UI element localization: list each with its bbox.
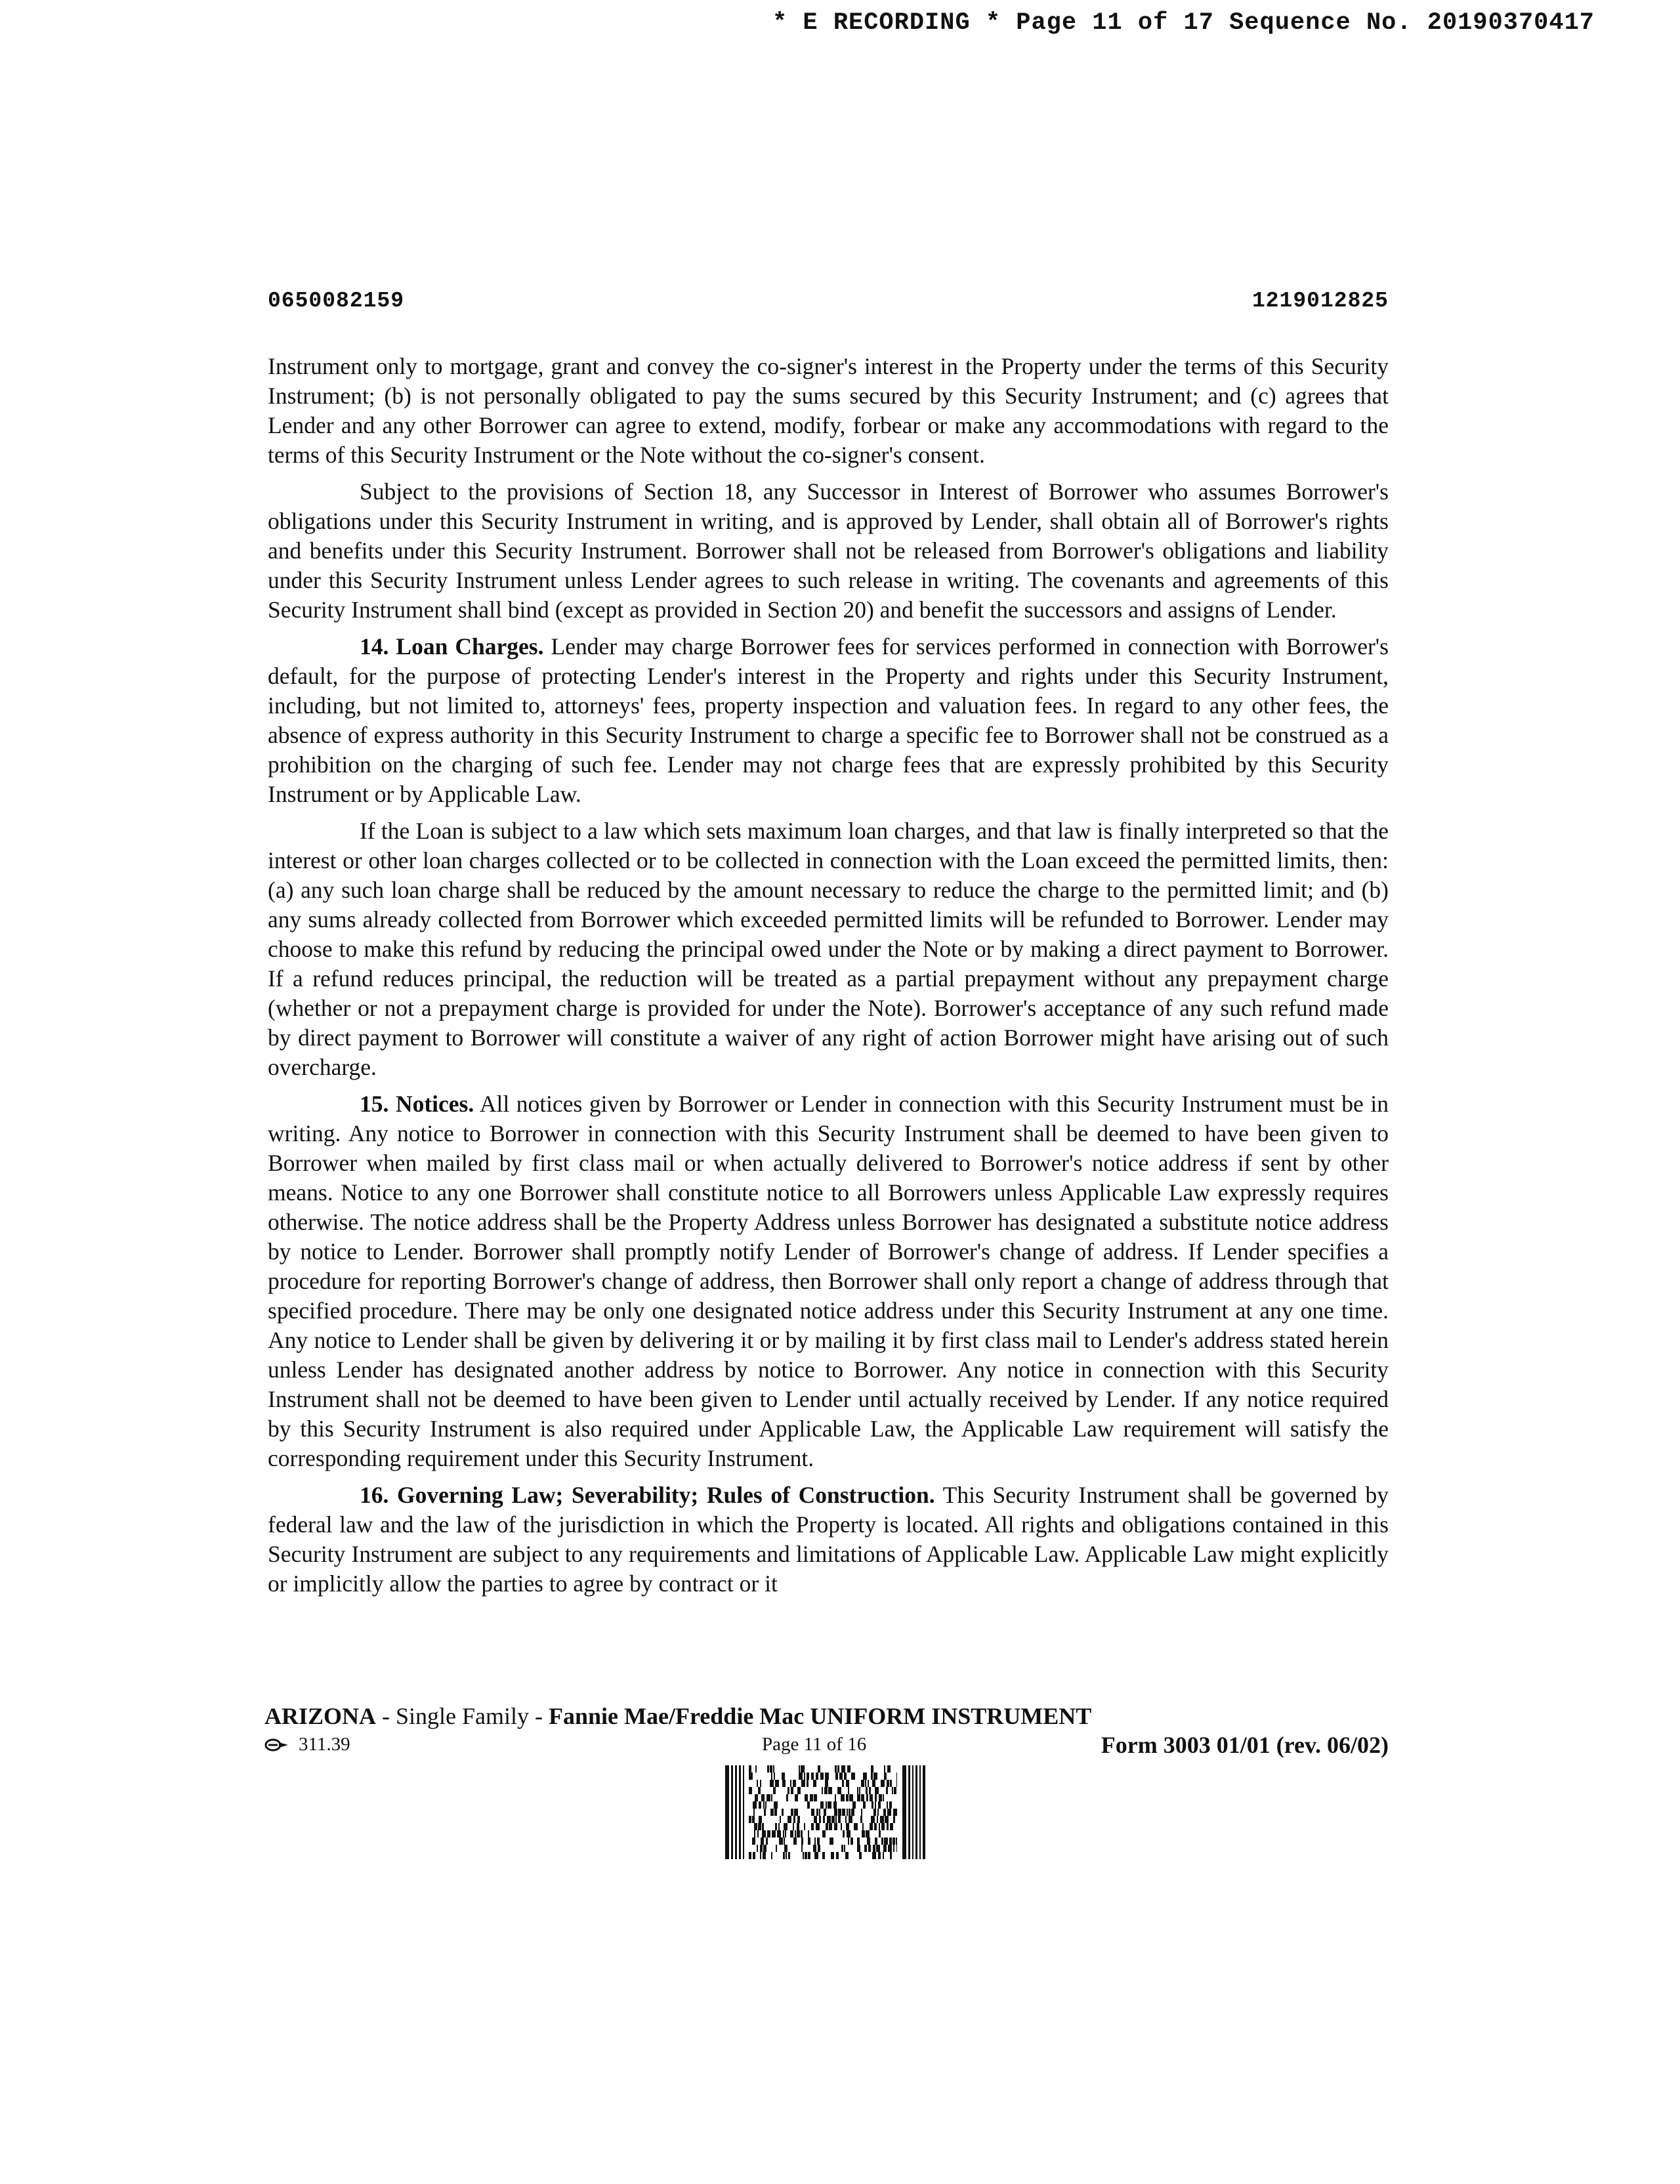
footer-form-code-text: 311.39 <box>299 1734 350 1755</box>
footer-form-code <box>264 1734 350 1755</box>
footer-page-number: Page 11 of 16 <box>762 1734 867 1755</box>
section-14-text: Lender may charge Borrower fees for services performed in connection with Borrower's default, for the purpose of protecting Lender's interest in the Property and rights under this Security Instrument, including, but not limited to, attorneys' fees, property inspection and valuation fees. In regard to any other fees, the absence of express authority in this Security Instrument to charge a specific fee to Borrower shall not be construed as a prohibition on the charging of such fee. Lender may not charge fees that are expressly prohibited by this Security Instrument or by Applicable Law. <box>268 633 1389 807</box>
section-16-governing-law <box>268 1480 1389 1599</box>
document-body <box>268 352 1389 1606</box>
footer-instrument-line <box>264 1702 1389 1730</box>
paragraph-max-loan-charges: If the Loan is subject to a law which sets maximum loan charges, and that law is finally interpreted so that the interest or other loan charges collected or to be collected in connection with the Loan exceed the permitted limits, then: (a) any such loan charge shall be reduced by the amount necessary to reduce the charge to the permitted limit; and (b) any sums already collected from Borrower which exceeded permitted limits will be refunded to Borrower. Lender may choose to make this refund by reducing the principal owed under the Note or by making a direct payment to Borrower. If a refund reduces principal, the reduction will be treated as a partial prepayment without any prepayment charge (whether or not a prepayment charge is provided for under the Note). Borrower's acceptance of any such refund made by direct payment to Borrower will constitute a waiver of any right of action Borrower might have arising out of such overcharge. <box>268 818 1389 1080</box>
form-vendor-logo-icon <box>264 1738 289 1752</box>
section-16-heading: 16. Governing Law; Severability; Rules of Construction. <box>360 1482 935 1508</box>
paragraph-cosigner: Instrument only to mortgage, grant and convey the co-signer's interest in the Property under the terms of this Security Instrument; (b) is not personally obligated to pay the sums secured by this Security Instrument; and (c) agrees that Lender and any other Borrower can agree to extend, modify, forbear or make any accommodations with regard to the terms of this Security Instrument or the Note without the co-signer's consent. <box>268 353 1389 468</box>
section-14-heading: 14. Loan Charges. <box>360 633 544 660</box>
recording-header: * E RECORDING * Page 11 of 17 Sequence No. 20190370417 <box>772 9 1595 37</box>
footer-form-number: Form 3003 01/01 (rev. 06/02) <box>1101 1732 1389 1758</box>
form-footer <box>264 1702 1389 1760</box>
section-15-text: All notices given by Borrower or Lender in connection with this Security Instrument must be in writing. Any notice to Borrower in connection with this Security Instrument shall be deemed to have been given to Borrower when mailed by first class mail or when actually delivered to Borrower's notice address if sent by other means. Notice to any one Borrower shall constitute notice to all Borrowers unless Applicable Law expressly requires otherwise. The notice address shall be the Property Address unless Borrower has designated a substitute notice address by notice to Lender. Borrower shall promptly notify Lender of Borrower's change of address. If Lender specifies a procedure for reporting Borrower's change of address, then Borrower shall only report a change of address through that specified procedure. There may be only one designated notice address under this Security Instrument at any one time. Any notice to Lender shall be given by delivering it or by mailing it by first class mail to Lender's address stated herein unless Lender has designated another address by notice to Borrower. Any notice in connection with this Security Instrument shall not be deemed to have been given to Lender until actually received by Lender. If any notice required by this Security Instrument is also required under Applicable Law, the Applicable Law requirement will satisfy the corresponding requirement under this Security Instrument. <box>268 1091 1389 1471</box>
section-14-loan-charges <box>268 632 1389 809</box>
loan-number-row <box>268 289 1389 313</box>
footer-instrument: Fannie Mae/Freddie Mac UNIFORM INSTRUMENT <box>549 1703 1092 1729</box>
pdf417-barcode <box>725 1765 925 1859</box>
footer-state: ARIZONA <box>264 1703 377 1729</box>
loan-number-left: 0650082159 <box>268 289 405 313</box>
section-16-text: This Security Instrument shall be governed by federal law and the law of the jurisdiction in which the Property is located. All rights and obligations contained in this Security Instrument are subject to any requirements and limitations of Applicable Law. Applicable Law might explicitly or implicitly allow the parties to agree by contract or it <box>268 1482 1389 1597</box>
loan-number-right: 1219012825 <box>1251 289 1389 313</box>
footer-form-line <box>264 1731 1389 1760</box>
section-15-notices <box>268 1089 1389 1473</box>
footer-family: - Single Family - <box>376 1703 549 1729</box>
paragraph-successor: Subject to the provisions of Section 18, any Successor in Interest of Borrower who assumes Borrower's obligations under this Security Instrument in writing, and is approved by Lender, shall obtain all of Borrower's rights and benefits under this Security Instrument. Borrower shall not be released from Borrower's obligations and liability under this Security Instrument unless Lender agrees to such release in writing. The covenants and agreements of this Security Instrument shall bind (except as provided in Section 20) and benefit the successors and assigns of Lender. <box>268 478 1389 623</box>
section-15-heading: 15. Notices. <box>360 1091 474 1117</box>
